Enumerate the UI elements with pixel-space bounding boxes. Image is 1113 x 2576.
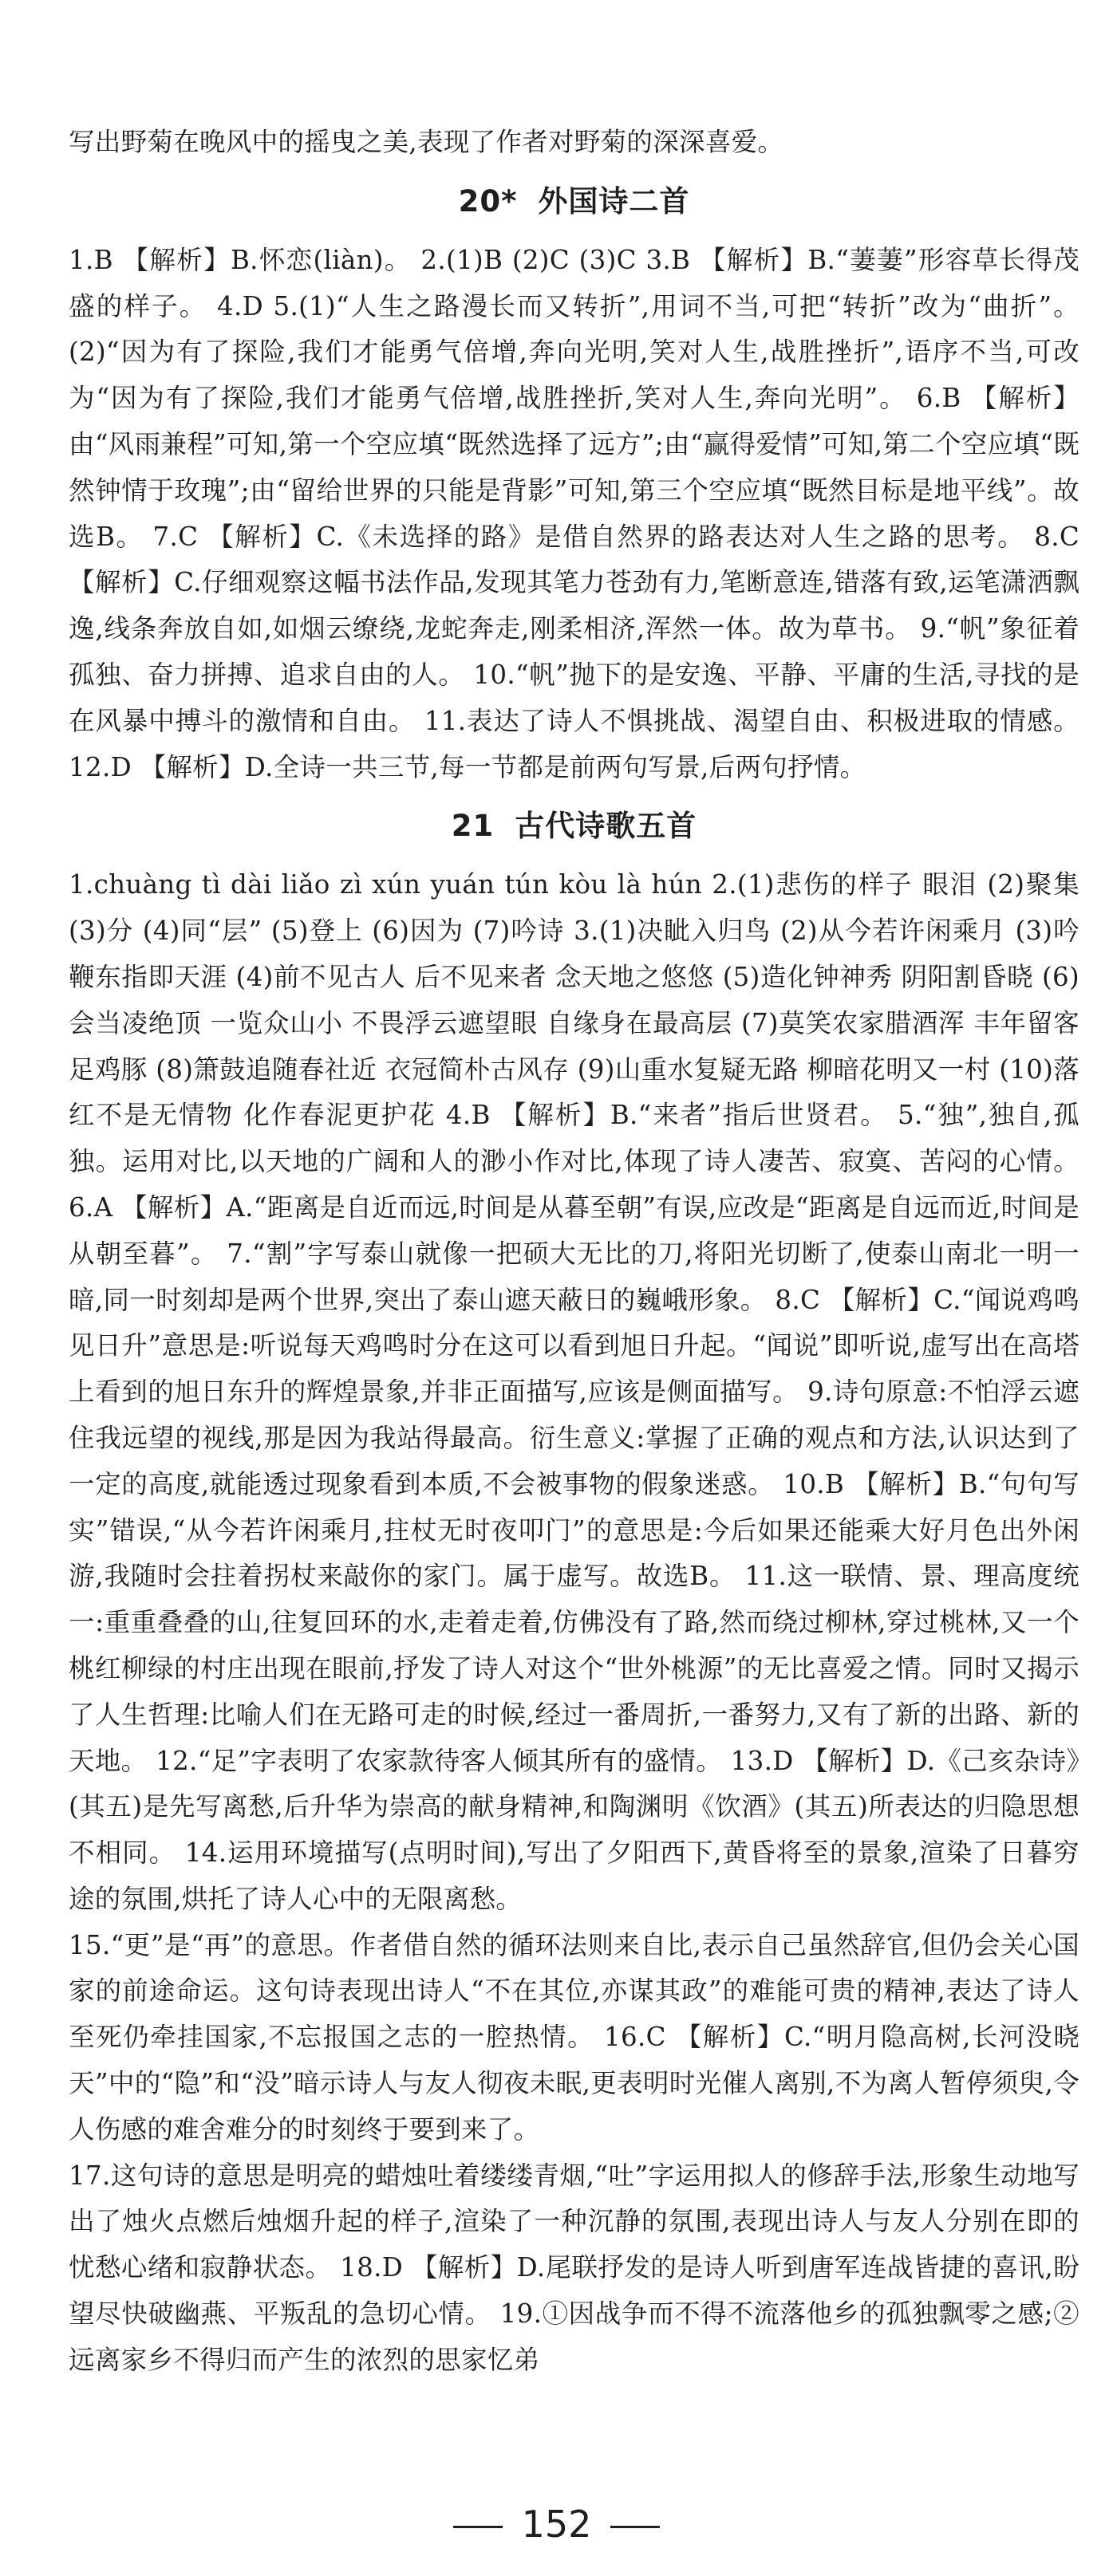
left-dash — [453, 2526, 503, 2528]
section-21-title: 古代诗歌五首 — [515, 809, 697, 844]
section-20-number: 20* — [458, 183, 518, 219]
section-21-answers-part1: 1.chuàng tì dài liǎo zì xún yuán tún kòu là hún 2.(1)悲伤的样子 眼泪 (2)聚集 (3)分 (4)同“层” (5)登上 (6)因为 (7)吟诗 3.(1)决眦入归鸟 (2)从今若许闲乘月 (3)吟鞭东指即天涯 (4)前不见古人 后不见来者 念天地之悠悠 (5)造化钟神秀 阴阳割昏晓 (6)会当凌绝顶 一览众山小 不畏浮云遮望眼 自缘身在最高层 (7)莫笑农家腊酒浑 丰年留客足鸡豚 (8)箫鼓追随春社近 衣冠简朴古风存 (9)山重水复疑无路 柳暗花明又一村 (10)落红不是无情物 化作春泥更护花 4.B 【解析】B.“来者”指后世贤君。 5.“独”,独自,孤独。运用对比,以天地的广阔和人的渺小作对比,体现了诗人凄苦、寂寞、苦闷的心情。 6.A 【解析】A.“距离是自近而远,时间是从暮至朝”有误,应改是“距离是自远而近,时间是从朝至暮”。 7.“割”字写泰山就像一把硕大无比的刀,将阳光切断了,使泰山南北一明一暗,同一时刻却是两个世界,突出了泰山遮天蔽日的巍峨形象。 8.C 【解析】C.“闻说鸡鸣见日升”意思是:听说每天鸡鸣时分在这可以看到旭日升起。“闻说”即听说,虚写出在高塔上看到的旭日东升的辉煌景象,并非正面描写,应该是侧面描写。 9.诗句原意:不怕浮云遮住我远望的视线,那是因为我站得最高。衍生意义:掌握了正确的观点和方法,认识达到了一定的高度,就能透过现象看到本质,不会被事物的假象迷惑。 10.B 【解析】B.“句句写实”错误,“从今若许闲乘月,拄杖无时夜叩门”的意思是:今后如果还能乘大好月色出外闲游,我随时会拄着拐杖来敲你的家门。属于虚写。故选B。 11.这一联情、景、理高度统一:重重叠叠的山,往复回环的水,走着走着,仿佛没有了路,然而绕过柳林,穿过桃林,又一个桃红柳绿的村庄出现在眼前,抒发了诗人对这个“世外桃源”的无比喜爱之情。同时又揭示了人生哲理:比喻人们在无路可走的时候,经过一番周折,一番努力,又有了新的出路、新的天地。 12.“足”字表明了农家款待客人倾其所有的盛情。 13.D 【解析】D.《己亥杂诗》(其五)是先写离愁,后升华为崇高的献身精神,和陶渊明《饮酒》(其五)所表达的归隐思想不相同。 14.运用环境描写(点明时间),写出了夕阳西下,黄昏将至的景象,渲染了日暮穷途的氛围,烘托了诗人心中的无限离愁。 — [69, 869, 1079, 1914]
intro-line: 写出野菊在晚风中的摇曳之美,表现了作者对野菊的深深喜爱。 — [69, 127, 784, 157]
page-number-footer — [0, 2496, 1113, 2552]
section-20-heading — [69, 166, 1079, 238]
section-20-answers: 1.B 【解析】B.怀恋(liàn)。 2.(1)B (2)C (3)C 3.B 【解析】B.“萋萋”形容草长得茂盛的样子。 4.D 5.(1)“人生之路漫长而又转折”,用词不当,可把“转折”改为“曲折”。 (2)“因为有了探险,我们才能勇气倍增,奔向光明,笑对人生,战胜挫折”,语序不当,可改为“因为有了探险,我们才能勇气倍增,战胜挫折,笑对人生,奔向光明”。 6.B 【解析】由“风雨兼程”可知,第一个空应填“既然选择了远方”;由“赢得爱情”可知,第二个空应填“既然钟情于玫瑰”;由“留给世界的只能是背影”可知,第三个空应填“既然目标是地平线”。故选B。 7.C 【解析】C.《未选择的路》是借自然界的路表达对人生之路的思考。 8.C 【解析】C.仔细观察这幅书法作品,发现其笔力苍劲有力,笔断意连,错落有致,运笔潇洒飘逸,线条奔放自如,如烟云缭绕,龙蛇奔走,刚柔相济,浑然一体。故为草书。 9.“帆”象征着孤独、奋力拼搏、追求自由的人。 10.“帆”抛下的是安逸、平静、平庸的生活,寻找的是在风暴中搏斗的激情和自由。 11.表达了诗人不惧挑战、渴望自由、积极进取的情感。 12.D 【解析】D.全诗一共三节,每一节都是前两句写景,后两句抒情。 — [69, 244, 1079, 782]
section-21-answers-part2: 15.“更”是“再”的意思。作者借自然的循环法则来自比,表示自己虽然辞官,但仍会关心国家的前途命运。这句诗表现出诗人“不在其位,亦谋其政”的难能可贵的精神,表达了诗人至死仍牵挂国家,不忘报国之志的一腔热情。 16.C 【解析】C.“明月隐高树,长河没晓天”中的“隐”和“没”暗示诗人与友人彻夜未眠,更表明时光催人离别,不为离人暂停须臾,令人伤感的难舍难分的时刻终于要到来了。 — [69, 1929, 1079, 2145]
section-21-heading — [69, 790, 1079, 862]
right-dash — [610, 2526, 660, 2528]
section-21-number: 21 — [451, 809, 495, 844]
section-20-title: 外国诗二首 — [538, 183, 690, 219]
section-21-answers-part3: 17.这句诗的意思是明亮的蜡烛吐着缕缕青烟,“吐”字运用拟人的修辞手法,形象生动地写出了烛火点燃后烛烟升起的样子,渲染了一种沉静的氛围,表现出诗人与友人分别在即的忧愁心绪和寂静状态。 18.D 【解析】D.尾联抒发的是诗人听到唐军连战皆捷的喜讯,盼望尽快破幽燕、平叛乱的急切心情。 19.①因战争而不得不流落他乡的孤独飘零之感;②远离家乡不得归而产生的浓烈的思家忆弟 — [69, 2160, 1079, 2375]
page-number: 152 — [521, 2503, 592, 2546]
